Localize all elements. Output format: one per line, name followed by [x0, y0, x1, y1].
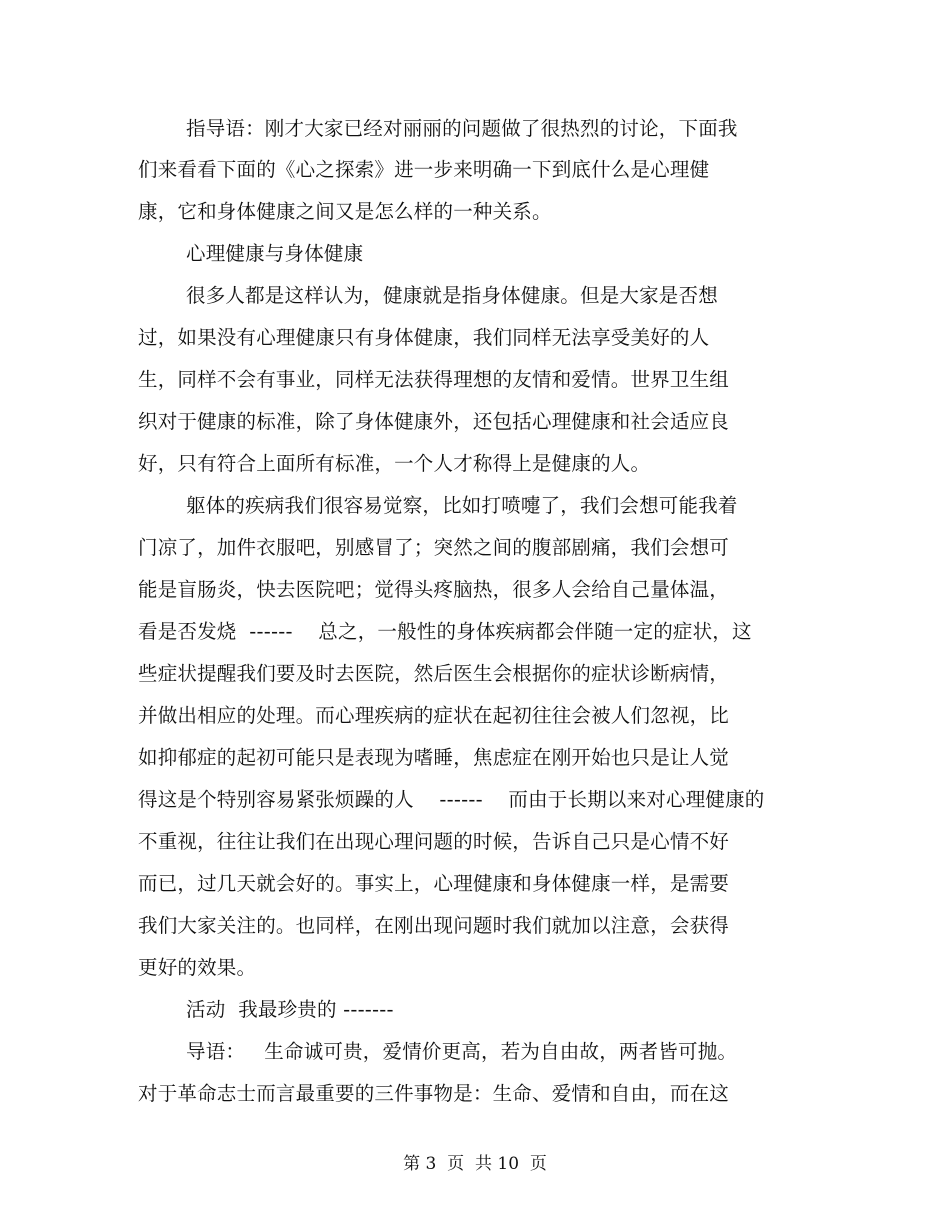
paragraph-line: 康，它和身体健康之间又是怎么样的一种关系。	[138, 200, 552, 223]
paragraph-line: 很多人都是这样认为，健康就是指身体健康。但是大家是否想	[186, 284, 718, 307]
paragraph-line: 而已，过几天就会好的。事实上，心理健康和身体健康一样，是需要	[138, 872, 730, 895]
paragraph-line: 们来看看下面的《心之探索》进一步来明确一下到底什么是心理健	[138, 158, 710, 181]
paragraph-line: 过，如果没有心理健康只有身体健康，我们同样无法享受美好的人	[138, 326, 710, 349]
paragraph-line: 得这是个特别容易紧张烦躁的人 ------ 而由于长期以来对心理健康的	[138, 788, 765, 811]
paragraph-line: 门凉了，加件衣服吧，别感冒了；突然之间的腹部剧痛，我们会想可	[138, 536, 730, 559]
activity-heading: 活动 我最珍贵的 -------	[186, 998, 394, 1021]
page-number-footer: 第 3 页 共 10 页	[403, 1154, 547, 1174]
paragraph-line: 能是盲肠炎，快去医院吧；觉得头疼脑热，很多人会给自己量体温，	[138, 578, 730, 601]
paragraph-line: 指导语：刚才大家已经对丽丽的问题做了很热烈的讨论，下面我	[186, 117, 738, 140]
paragraph-line: 不重视，往往让我们在出现心理问题的时候，告诉自己只是心情不好	[138, 830, 730, 853]
paragraph-line: 我们大家关注的。也同样，在刚出现问题时我们就加以注意，会获得	[138, 914, 730, 937]
paragraph-line: 看是否发烧 ------ 总之，一般性的身体疾病都会伴随一定的症状，这	[138, 620, 752, 643]
section-heading: 心理健康与身体健康	[186, 242, 364, 265]
paragraph-line: 并做出相应的处理。而心理疾病的症状在起初往往会被人们忽视，比	[138, 704, 730, 727]
paragraph-line: 更好的效果。	[138, 956, 257, 979]
paragraph-line: 好，只有符合上面所有标准，一个人才称得上是健康的人。	[138, 452, 651, 475]
paragraph-line: 些症状提醒我们要及时去医院，然后医生会根据你的症状诊断病情，	[138, 662, 730, 685]
paragraph-line: 导语： 生命诚可贵，爱情价更高，若为自由故，两者皆可抛。	[186, 1040, 738, 1063]
paragraph-line: 对于革命志士而言最重要的三件事物是：生命、爱情和自由，而在这	[138, 1082, 730, 1105]
paragraph-line: 如抑郁症的起初可能只是表现为嗜睡，焦虑症在刚开始也只是让人觉	[138, 746, 730, 769]
paragraph-line: 生，同样不会有事业，同样无法获得理想的友情和爱情。世界卫生组	[138, 368, 730, 391]
paragraph-line: 躯体的疾病我们很容易觉察，比如打喷嚏了，我们会想可能我着	[186, 494, 738, 517]
paragraph-line: 织对于健康的标准，除了身体健康外，还包括心理健康和社会适应良	[138, 410, 730, 433]
